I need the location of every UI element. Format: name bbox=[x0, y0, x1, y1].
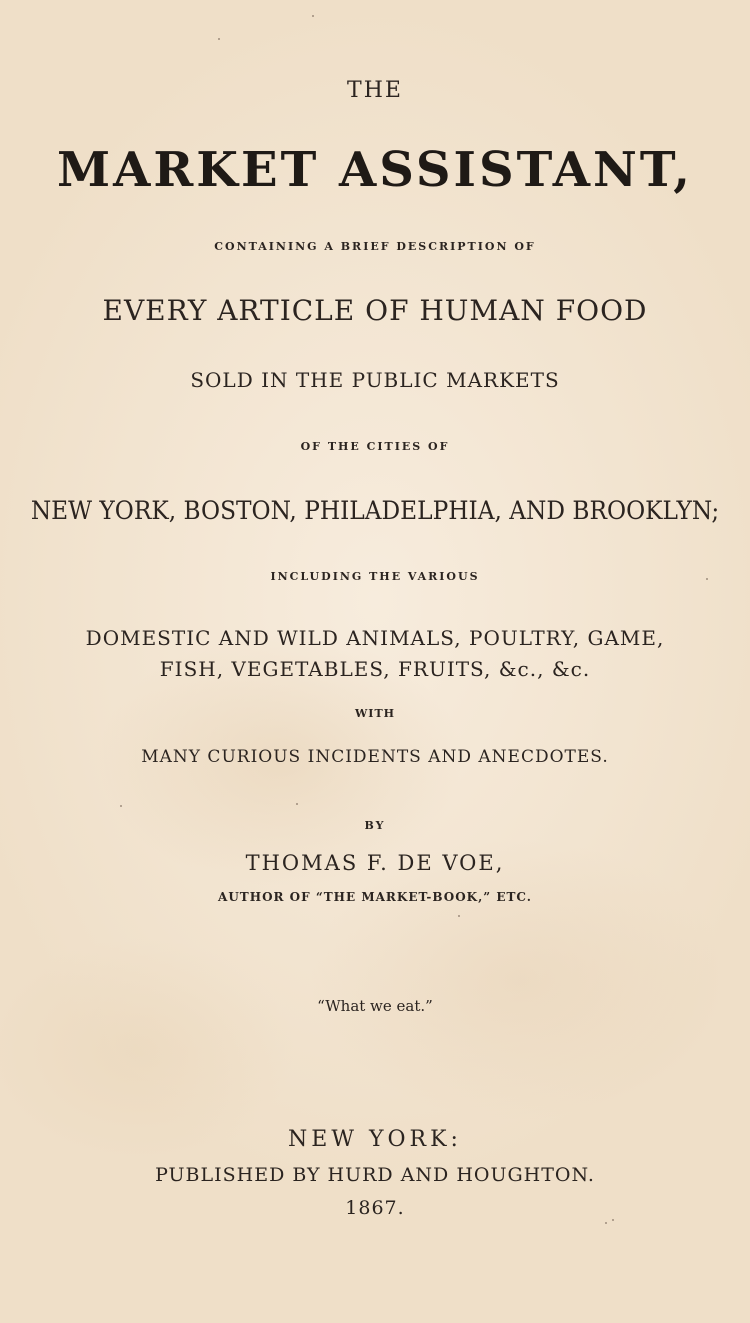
author-name: THOMAS F. DE VOE, bbox=[245, 851, 505, 875]
subtitle-sold: SOLD IN THE PUBLIC MARKETS bbox=[190, 368, 560, 392]
paper-speck bbox=[120, 805, 122, 807]
motto: “What we eat.” bbox=[317, 997, 433, 1015]
paper-speck bbox=[296, 803, 298, 805]
subtitle-anecdotes: MANY CURIOUS INCIDENTS AND ANECDOTES. bbox=[141, 747, 609, 767]
subtitle-animals-line-1: DOMESTIC AND WILD ANIMALS, POULTRY, GAME, bbox=[85, 626, 665, 650]
paper-speck bbox=[706, 578, 708, 580]
paper-speck bbox=[312, 15, 314, 17]
subtitle-every-article: EVERY ARTICLE OF HUMAN FOOD bbox=[102, 294, 648, 327]
paper-speck bbox=[605, 1222, 607, 1224]
author-credit: AUTHOR OF “THE MARKET-BOOK,” ETC. bbox=[218, 890, 532, 904]
paper-speck bbox=[218, 38, 220, 40]
book-title: MARKET ASSISTANT, bbox=[57, 142, 693, 198]
subtitle-animals-line-2: FISH, VEGETABLES, FRUITS, &c., &c. bbox=[159, 657, 591, 681]
title-article: THE bbox=[347, 78, 403, 103]
paper-speck bbox=[458, 915, 460, 917]
imprint-year: 1867. bbox=[345, 1197, 405, 1219]
paper-speck bbox=[612, 1219, 614, 1221]
byline-by: BY bbox=[364, 819, 386, 832]
subtitle-city-list: NEW YORK, BOSTON, PHILADELPHIA, AND BROOKLYN; bbox=[30, 496, 720, 525]
subtitle-including: INCLUDING THE VARIOUS bbox=[270, 570, 480, 583]
subtitle-cities-of: OF THE CITIES OF bbox=[300, 440, 450, 453]
imprint-city: NEW YORK: bbox=[288, 1127, 462, 1152]
subtitle-containing: CONTAINING A BRIEF DESCRIPTION OF bbox=[214, 240, 536, 253]
subtitle-with: WITH bbox=[354, 707, 396, 720]
imprint-publisher: PUBLISHED BY HURD AND HOUGHTON. bbox=[155, 1164, 595, 1186]
